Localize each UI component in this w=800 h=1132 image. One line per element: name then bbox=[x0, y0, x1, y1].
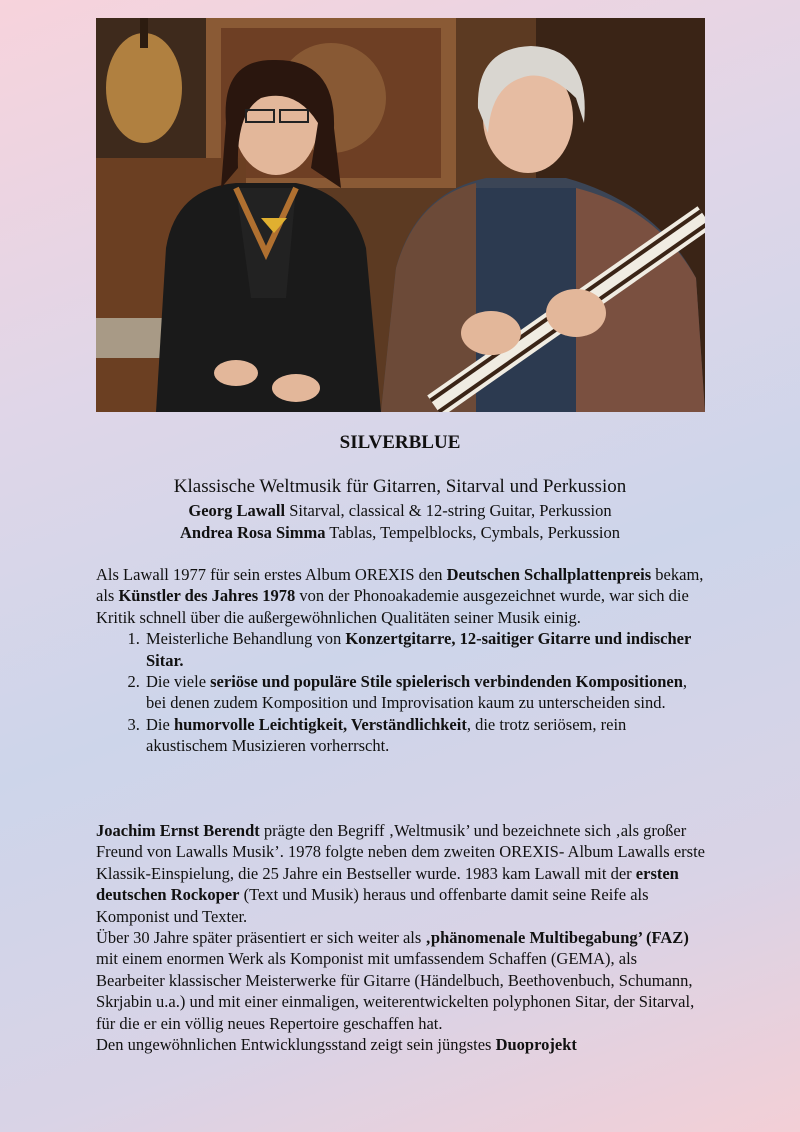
career-paragraph bbox=[96, 927, 706, 1034]
list-item bbox=[144, 714, 706, 757]
page-title: SILVERBLUE bbox=[339, 432, 461, 453]
berendt-paragraph bbox=[96, 820, 706, 927]
bold-run: Duoprojekt bbox=[495, 1035, 577, 1055]
bold-run: Konzertgitarre, 12-saitiger Gitarre und indischer Sitar. bbox=[146, 629, 692, 670]
bold-run: Joachim Ernst Berendt bbox=[96, 821, 260, 840]
qualities-list bbox=[96, 628, 706, 756]
duo-photo bbox=[96, 18, 705, 412]
bold-run: ersten deutschen Rockoper bbox=[96, 863, 679, 905]
credit-role: Tablas, Tempelblocks, Cymbals, Perkussion bbox=[325, 523, 620, 542]
text-run: prägte den Begriff ‚Weltmusik’ und bezeichnete sich ‚als großer Freund von Lawalls Musik’. 1978 folgte neben dem zweiten OREXIS- Album Lawalls erste Klassik-Einspielung, die 25 Jahre ein Bestseller wurde. 1983 kam Lawall mit der bbox=[96, 821, 706, 883]
credit-name: Andrea Rosa Simma bbox=[180, 523, 326, 542]
bio-section bbox=[96, 820, 706, 1055]
text-run: Den ungewöhnlichen Entwicklungsstand zeigt sein jüngstes bbox=[96, 1035, 496, 1055]
list-item bbox=[144, 671, 706, 714]
bold-run: humorvolle Leichtigkeit, Verständlichkeit bbox=[173, 714, 467, 734]
page-subtitle: Klassische Weltmusik für Gitarren, Sitarval und Perkussion bbox=[173, 476, 627, 497]
bold-run: ‚phänomenale Multibegabung’ (FAZ) bbox=[425, 928, 689, 948]
text-run: , die trotz seriösem, rein akustischem Musizieren vorherrscht. bbox=[146, 714, 627, 756]
credit-line bbox=[0, 523, 800, 543]
bold-run: seriöse und populäre Stile spielerisch verbindenden Kompositionen bbox=[210, 672, 683, 692]
text-run: Die viele bbox=[146, 672, 211, 692]
text-run: von der Phonoakademie ausgezeichnet wurde, war sich die Kritik schnell über die außergewöhnlichen Qualitäten seiner Musik einig. bbox=[96, 586, 689, 627]
intro-section bbox=[96, 564, 706, 757]
bold-run: Deutschen Schallplattenpreis bbox=[446, 565, 652, 584]
list-item bbox=[144, 628, 706, 671]
text-run: bekam, als bbox=[96, 565, 704, 606]
credit-line bbox=[0, 501, 800, 521]
duo-paragraph bbox=[96, 1034, 706, 1055]
credit-role: Sitarval, classical & 12-string Guitar, Perkussion bbox=[285, 501, 612, 520]
text-run: Die bbox=[146, 714, 174, 734]
intro-paragraph bbox=[96, 564, 706, 628]
bold-run: Künstler des Jahres 1978 bbox=[118, 586, 296, 606]
text-run: (Text und Musik) heraus und offenbarte damit seine Reife als Komponist und Texter. bbox=[96, 885, 649, 926]
text-run: , bei denen zudem Komposition und Improvisation kaum zu unterscheiden sind. bbox=[146, 672, 688, 713]
photo-illustration bbox=[96, 18, 705, 412]
text-run: Über 30 Jahre später präsentiert er sich weiter als bbox=[96, 928, 426, 948]
text-run: mit einem enormen Werk als Komponist mit umfassendem Schaffen (GEMA), als Bearbeiter klassischer Meisterwerke für Gitarre (Händelbuch, Beethovenbuch, Schumann, Skrjabin u.a.) und mit einer einmaligen, weiterentwickelten polyphonen Sitar, der Sitarval, für die er ein völlig neues Repertoire geschaffen hat. bbox=[96, 949, 695, 1033]
credit-name: Georg Lawall bbox=[188, 501, 286, 520]
text-run: Als Lawall 1977 für sein erstes Album OREXIS den bbox=[96, 565, 447, 584]
text-run: Meisterliche Behandlung von bbox=[146, 629, 346, 649]
